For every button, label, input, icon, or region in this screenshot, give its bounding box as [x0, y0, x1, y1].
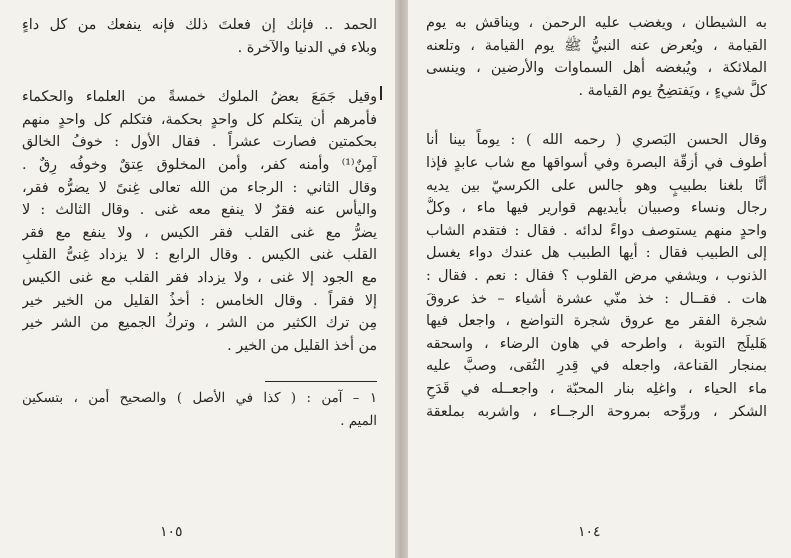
left-page — [0, 0, 395, 558]
text-line: هات . فقــال : خذ منّي عشرة أشياء – خذ عروقَ — [426, 290, 767, 307]
text-line: ماء الحياء ، واغلِه بنار المحبّة ، واجعــله في قَدَحِ — [426, 380, 767, 397]
left-paragraph-2 — [22, 86, 377, 357]
text-line: من أخذ القليل من الخير . — [227, 337, 377, 354]
footnote-divider — [265, 381, 377, 382]
text-line: مع الجود إلا غنى ، ولا يزداد فقر القلب مع غنى الكيس — [22, 269, 377, 286]
text-line: كلَّ شيءٍ ، ويَفتضِحُ يوم القيامة . — [578, 82, 767, 99]
text-line: الحمد .. فإنك إن فعلتَ ذلك فإنه ينفعك من كل داءٍ — [22, 17, 377, 33]
text-line: إلى الطبيب فقال : أيها الطبيب هل عندك دواء يغسل — [426, 245, 767, 262]
text-line: وقال الثاني : الرجاء من الله تعالى غِنىً لا يضرُّه فقر، — [22, 179, 377, 196]
text-line: إلا فقراً . وقال الخامس : أخذُ القليل من الخير خير — [22, 292, 377, 309]
footnote — [22, 388, 377, 433]
margin-mark — [380, 86, 382, 100]
book-gutter — [395, 0, 408, 558]
text-line: وقال الحسن البَصري ( رحمه الله ) : يوماً بينا أنا — [426, 132, 767, 149]
text-line: بمنجار القناعة، واجعله في قِدرِ التُقى، وصبَّ عليه — [426, 358, 767, 375]
text-line: واليأس عنه فقرٌ لا ينفع معه غنى . وقال الثالث : لا — [22, 202, 377, 219]
text-line: مِن ترك الكثير من الشر ، وتركُ الجميع من الشر خير — [22, 315, 377, 332]
text-line: وبلاء في الدنيا والآخرة . — [237, 39, 377, 56]
page-number: ١٠٥ — [160, 524, 183, 540]
footnote-line: ١ – آمن : ( كذا في الأصل ) والصحيح أمن ، بتسكين — [22, 391, 377, 407]
text-line: الذنوب ، ويشفي مرض القلوب ؟ فقال : نعم . فقال : — [426, 267, 767, 284]
text-line: شجرة الفقر مع عروق شجرة التواضع ، واجعل فيها — [426, 313, 767, 330]
text-line: أطوف في أزقّة البصرة وفي أسواقها مع شاب عابدٍ فإذا — [426, 154, 767, 171]
text-line: يضرُّ مع غنى القلب فقر الكيس ، ولا ينفع مع فقر — [22, 224, 377, 241]
text-line: الملائكة ، ويُبغضه أهل السماوات والأرضين ، وينسى — [426, 60, 767, 77]
text-line: رجال ونساء وصبيان بأيديهم قوارير فيها ماء ، وكلُّ — [426, 200, 767, 217]
right-paragraph-1 — [426, 12, 767, 102]
text-line: وقيل جَمَعَ بعضُ الملوك خمسةً من العلماء والحكماء — [22, 89, 377, 106]
right-page — [408, 0, 791, 558]
text-line: واحدٍ منهم يستوصف دواءً لدائه . فقال : فتقدم الشاب — [426, 222, 767, 239]
text-line: بحكمتين فصارت عشراً . فقال الأول : خوفُ الخالق — [22, 134, 377, 151]
text-line: آمِنٌ⁽¹⁾ وأمنه كفر، وأمن المخلوق عِتقٌ وخوفُه رِقٌ . — [22, 156, 377, 173]
text-line: هَليلَج التوبة ، واطرحه في هاون الرضاء ، واسحقه — [426, 335, 767, 352]
left-paragraph-1 — [22, 14, 377, 59]
right-paragraph-2 — [426, 129, 767, 423]
text-line: به الشيطان ، ويغضب عليه الرحمن ، ويناقش به يوم — [426, 15, 767, 31]
page-number: ١٠٤ — [578, 524, 601, 540]
text-line: الشكر ، وروِّحه بمروحة الرجــاء ، واشربه بملعقة — [426, 403, 767, 420]
text-line: أنَّا بلغنا بطبيبٍ وهو جالس على الكرسيّ بين يديه — [426, 177, 767, 194]
text-line: فأمرهم أن يتكلم كل واحدٍ بحكمة، فتكلم كل واحدٍ منهم — [22, 111, 377, 128]
footnote-line: الميم . — [340, 413, 377, 429]
text-line: القيامة ، ويُعرض عنه النبيُّ ﷺ يوم القيامة ، وتلعنه — [426, 37, 767, 54]
text-line: القلب غنى الكيس . وقال الرابع : لا يزداد غِنىُّ القلبِ — [22, 247, 377, 264]
